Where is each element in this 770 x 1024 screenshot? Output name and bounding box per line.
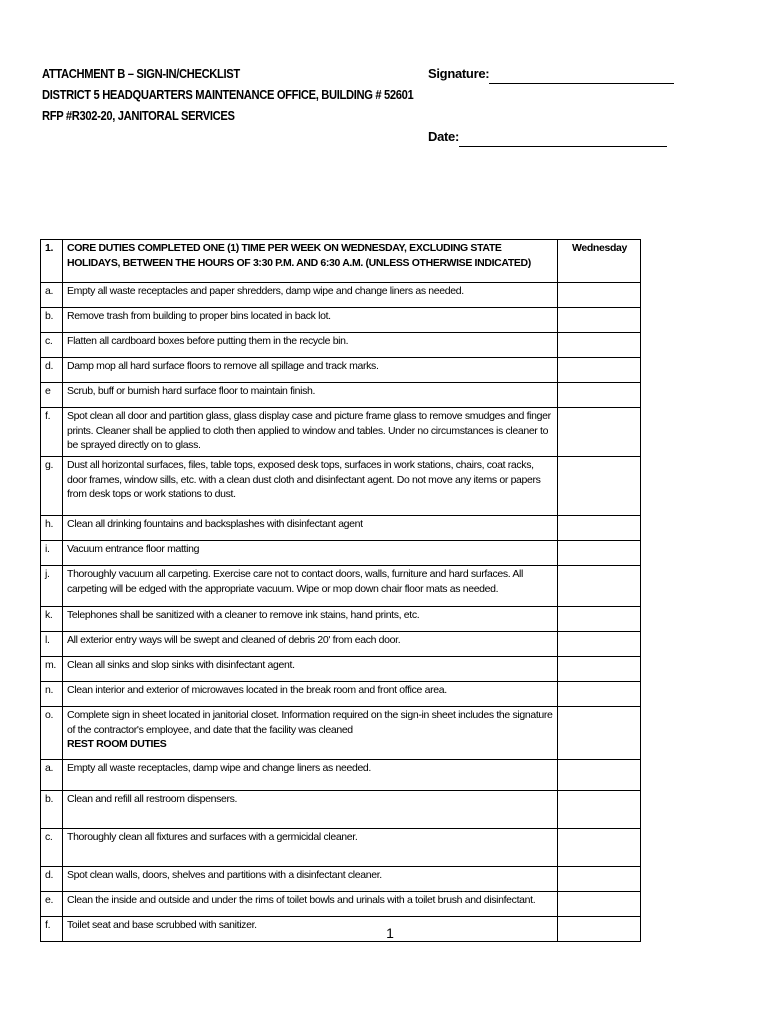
item-description: Telephones shall be sanitized with a cleaner to remove ink stains, hand prints, etc.: [63, 607, 558, 632]
item-description: All exterior entry ways will be swept and cleaned of debris 20' from each door.: [63, 632, 558, 657]
wednesday-check-cell[interactable]: [558, 829, 641, 867]
item-description: Spot clean walls, doors, shelves and partitions with a disinfectant cleaner.: [63, 867, 558, 892]
item-letter: a.: [41, 283, 63, 308]
item-letter: c.: [41, 829, 63, 867]
checklist-row: [41, 383, 641, 408]
signature-field: [428, 63, 674, 84]
item-description: Clean and refill all restroom dispensers.: [63, 791, 558, 829]
item-description: Empty all waste receptacles, damp wipe and change liners as needed.: [63, 760, 558, 791]
wednesday-check-cell[interactable]: [558, 566, 641, 607]
item-description: Toilet seat and base scrubbed with sanitizer.: [63, 917, 558, 942]
wednesday-check-cell[interactable]: [558, 892, 641, 917]
item-description: Flatten all cardboard boxes before putting them in the recycle bin.: [63, 333, 558, 358]
item-description: Vacuum entrance floor matting: [63, 541, 558, 566]
wednesday-check-cell[interactable]: [558, 657, 641, 682]
checklist-row: [41, 358, 641, 383]
item-description-text: Complete sign in sheet located in janitorial closet. Information required on the sign-in sheet includes the signature of the contractor's employee, and date that the facility was cleaned: [67, 709, 553, 736]
section-title: CORE DUTIES COMPLETED ONE (1) TIME PER WEEK ON WEDNESDAY, EXCLUDING STATE HOLIDAYS, BETWEEN THE HOURS OF 3:30 P.M. AND 6:30 A.M. (UNLESS OTHERWISE INDICATED): [63, 240, 558, 283]
item-letter: e: [41, 383, 63, 408]
checklist-table: [40, 239, 641, 942]
item-letter: e.: [41, 892, 63, 917]
checklist-row: [41, 892, 641, 917]
page-number: 1: [386, 925, 394, 941]
signature-line[interactable]: [489, 68, 674, 84]
checklist-row: [41, 760, 641, 791]
item-letter: c.: [41, 333, 63, 358]
item-description: Clean all sinks and slop sinks with disinfectant agent.: [63, 657, 558, 682]
wednesday-check-cell[interactable]: [558, 541, 641, 566]
wednesday-check-cell[interactable]: [558, 917, 641, 942]
section-number: 1.: [41, 240, 63, 283]
header-line-attachment: ATTACHMENT B – SIGN-IN/CHECKLIST: [42, 66, 240, 81]
wednesday-check-cell[interactable]: [558, 358, 641, 383]
item-letter: a.: [41, 760, 63, 791]
item-description: Spot clean all door and partition glass, glass display case and picture frame glass to remove smudges and finger prints. Cleaner shall be applied to cloth then applied to window and tables. Under no circumstances is cleaner to be sprayed directly on to glass.: [63, 408, 558, 457]
checklist-row: [41, 657, 641, 682]
wednesday-check-cell[interactable]: [558, 791, 641, 829]
item-description: Clean the inside and outside and under the rims of toilet bowls and urinals with a toilet brush and disinfectant.: [63, 892, 558, 917]
checklist-row: [41, 707, 641, 760]
checklist-row: [41, 457, 641, 516]
item-description: Thoroughly clean all fixtures and surfaces with a germicidal cleaner.: [63, 829, 558, 867]
item-description: Remove trash from building to proper bins located in back lot.: [63, 308, 558, 333]
item-letter: d.: [41, 867, 63, 892]
header-line-rfp: RFP #R302-20, JANITORAL SERVICES: [42, 108, 235, 123]
item-letter: h.: [41, 516, 63, 541]
item-letter: b.: [41, 308, 63, 333]
item-description: Clean interior and exterior of microwaves located in the break room and front office area.: [63, 682, 558, 707]
checklist-row: [41, 829, 641, 867]
item-letter: g.: [41, 457, 63, 516]
wednesday-check-cell[interactable]: [558, 383, 641, 408]
day-column-header: Wednesday: [558, 240, 641, 283]
item-letter: d.: [41, 358, 63, 383]
checklist-row: [41, 607, 641, 632]
wednesday-check-cell[interactable]: [558, 408, 641, 457]
item-letter: f.: [41, 917, 63, 942]
item-letter: m.: [41, 657, 63, 682]
item-letter: f.: [41, 408, 63, 457]
item-letter: o.: [41, 707, 63, 760]
date-label: Date:: [428, 129, 460, 144]
wednesday-check-cell[interactable]: [558, 516, 641, 541]
item-letter: l.: [41, 632, 63, 657]
item-description: Thoroughly vacuum all carpeting. Exercise care not to contact doors, walls, furniture and hard surfaces. All carpeting will be edged with the appropriate vacuum. Wipe or mop down chair floor mats as needed.: [63, 566, 558, 607]
checklist-row: [41, 791, 641, 829]
item-letter: n.: [41, 682, 63, 707]
item-letter: j.: [41, 566, 63, 607]
item-description: Scrub, buff or burnish hard surface floor to maintain finish.: [63, 383, 558, 408]
wednesday-check-cell[interactable]: [558, 867, 641, 892]
checklist-row: [41, 333, 641, 358]
wednesday-check-cell[interactable]: [558, 607, 641, 632]
wednesday-check-cell[interactable]: [558, 760, 641, 791]
checklist-row: [41, 516, 641, 541]
item-description: Damp mop all hard surface floors to remove all spillage and track marks.: [63, 358, 558, 383]
wednesday-check-cell[interactable]: [558, 308, 641, 333]
header-line-district: DISTRICT 5 HEADQUARTERS MAINTENANCE OFFICE, BUILDING # 52601: [42, 87, 414, 102]
item-description: Clean all drinking fountains and backsplashes with disinfectant agent: [63, 516, 558, 541]
date-line[interactable]: [459, 131, 667, 147]
checklist-row: [41, 867, 641, 892]
checklist-row: [41, 408, 641, 457]
checklist-row: [41, 917, 641, 942]
item-description: Dust all horizontal surfaces, files, table tops, exposed desk tops, surfaces in work stations, chairs, coat racks, door frames, window sills, etc. with a clean dust cloth and disinfectant agent. Do not move any items or papers from desk tops or work stations to dust.: [63, 457, 558, 516]
checklist-row: [41, 682, 641, 707]
item-description: [63, 707, 558, 760]
wednesday-check-cell[interactable]: [558, 632, 641, 657]
date-field: [428, 126, 667, 147]
item-letter: b.: [41, 791, 63, 829]
wednesday-check-cell[interactable]: [558, 283, 641, 308]
document-header: [42, 63, 413, 126]
wednesday-check-cell[interactable]: [558, 682, 641, 707]
restroom-section-title: REST ROOM DUTIES: [67, 738, 167, 750]
wednesday-check-cell[interactable]: [558, 333, 641, 358]
signature-label: Signature:: [428, 66, 490, 81]
item-description: Empty all waste receptacles and paper shredders, damp wipe and change liners as needed.: [63, 283, 558, 308]
checklist-row: [41, 632, 641, 657]
wednesday-check-cell[interactable]: [558, 457, 641, 516]
checklist-row: [41, 566, 641, 607]
checklist-row: [41, 541, 641, 566]
wednesday-check-cell[interactable]: [558, 707, 641, 760]
section-header-row: [41, 240, 641, 283]
item-letter: i.: [41, 541, 63, 566]
checklist-row: [41, 283, 641, 308]
checklist-row: [41, 308, 641, 333]
item-letter: k.: [41, 607, 63, 632]
